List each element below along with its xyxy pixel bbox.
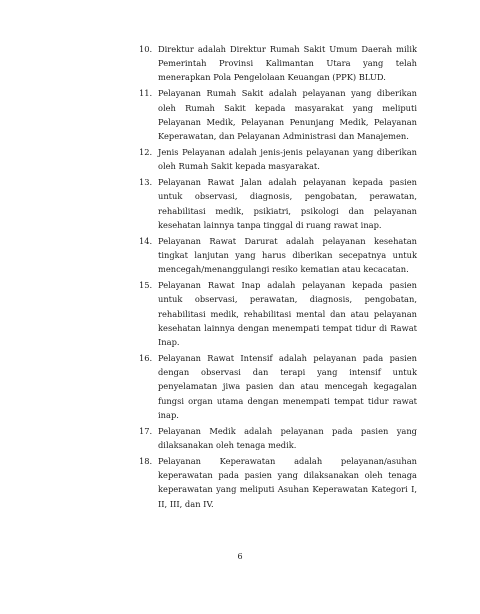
item-number: 16.	[139, 353, 153, 364]
item-number: 18.	[139, 456, 153, 467]
page-number: 6	[237, 552, 243, 561]
definition-item	[139, 86, 417, 143]
item-number: 14.	[139, 235, 153, 246]
item-text: Direktur adalah Direktur Rumah Sakit Umum Daerah milik Pemerintah Provinsi Kalimantan Utara yang telah menerapkan Pola Pengelolaan Keuangan (PPK) BLUD.	[158, 44, 417, 83]
item-number: 12.	[139, 147, 153, 158]
definition-item	[139, 351, 417, 422]
definition-item	[139, 234, 417, 277]
item-text: Pelayanan Rawat Intensif adalah pelayanan pada pasien dengan observasi dan terapi yang intensif untuk penyelamatan jiwa pasien dan atau mencegah kegagalan fungsi organ utama dengan menempati tempat tidur rawat inap.	[158, 353, 417, 420]
item-text: Pelayanan Rawat Jalan adalah pelayanan kepada pasien untuk observasi, diagnosis, pengobatan, perawatan, rehabilitasi medik, psikiatri, psikologi dan pelayanan kesehatan lainnya tanpa tinggal di ruang rawat inap.	[158, 177, 417, 230]
definition-item	[139, 454, 417, 511]
definition-item	[139, 42, 417, 85]
definition-item	[139, 278, 417, 349]
item-number: 13.	[139, 177, 153, 188]
item-number: 17.	[139, 425, 153, 436]
definition-item	[139, 175, 417, 232]
item-text: Pelayanan Rumah Sakit adalah pelayanan yang diberikan oleh Rumah Sakit kepada masyarakat yang meliputi Pelayanan Medik, Pelayanan Penunjang Medik, Pelayanan Keperawatan, dan Pelayanan Administrasi dan Manajemen.	[158, 88, 417, 142]
definition-item	[139, 424, 417, 452]
item-text: Pelayanan Rawat Inap adalah pelayanan kepada pasien untuk observasi, perawatan, diagnosis, pengobatan, rehabilitasi medik, rehabilitasi mental dan atau pelayanan kesehatan lainnya dengan menempati tempat tidur di Rawat Inap.	[158, 280, 417, 348]
item-text: Pelayanan Medik adalah pelayanan pada pasien yang dilaksanakan oleh tenaga medik.	[158, 425, 417, 451]
definition-list	[139, 42, 417, 513]
item-text: Pelayanan Rawat Darurat adalah pelayanan kesehatan tingkat lanjutan yang harus diberikan secepatnya untuk mencegah/menanggulangi resiko kematian atau kecacatan.	[158, 235, 417, 275]
item-number: 10.	[139, 44, 153, 54]
item-number: 15.	[139, 280, 153, 291]
item-text: Pelayanan Keperawatan adalah pelayanan/asuhan keperawatan pada pasien yang dilaksanakan oleh tenaga keperawatan yang meliputi Asuhan Keperawatan Kategori I, II, III, dan IV.	[158, 456, 417, 509]
item-text: Jenis Pelayanan adalah jenis-jenis pelayanan yang diberikan oleh Rumah Sakit kepada masyarakat.	[158, 147, 417, 172]
definition-item	[139, 145, 417, 173]
item-number: 11.	[139, 88, 153, 99]
